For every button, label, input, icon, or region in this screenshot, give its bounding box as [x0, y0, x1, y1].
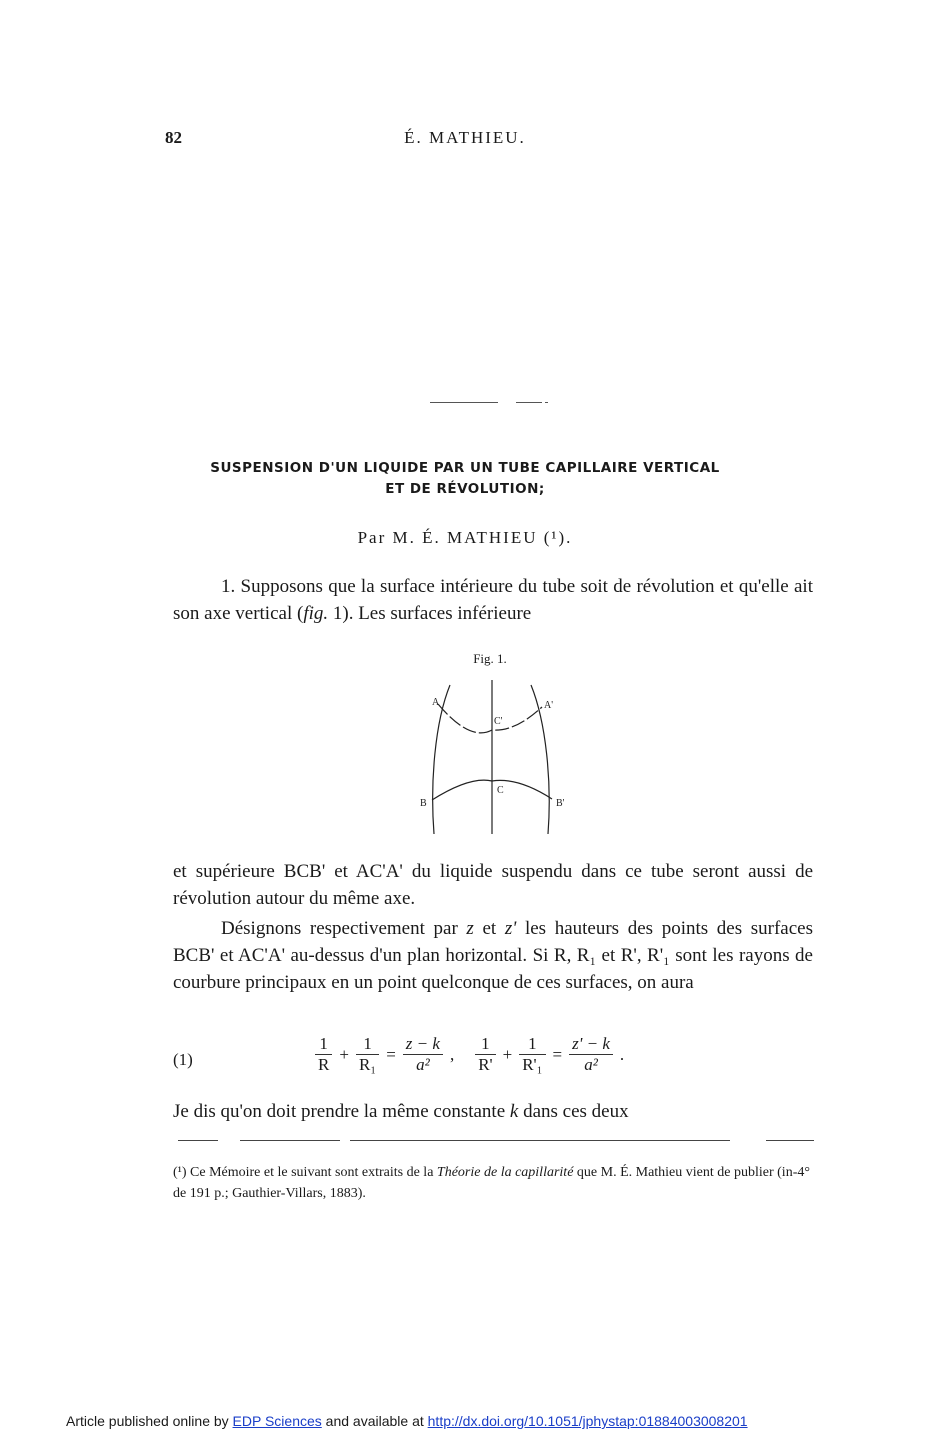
- numerator: z − k: [403, 1034, 443, 1055]
- article-title: [0, 458, 930, 500]
- var-k: k: [509, 1101, 519, 1122]
- publication-credit: [66, 1413, 748, 1429]
- credit-middle: and available at: [321, 1413, 428, 1429]
- paragraph-3: [173, 915, 813, 996]
- byline-footnote-ref: (¹).: [543, 528, 573, 547]
- label-b: B: [420, 798, 427, 809]
- section-divider: [430, 402, 548, 403]
- var-z: z: [466, 918, 474, 939]
- paragraph-1: [173, 573, 813, 627]
- frac-1-over-r1: [356, 1034, 379, 1075]
- paragraph-3-mid: et: [473, 918, 505, 939]
- page-number: 82: [165, 128, 182, 147]
- paragraph-3-end: les hauteurs des points des surfaces BCB' et AC'A' au-dessus d'un plan horizontal. Si R, R₁ et R', R'₁ sont les rayons de courbure principaux en un point quelconque de ces surfaces, on aura: [173, 918, 814, 993]
- frac-1-over-r: [315, 1034, 332, 1075]
- frac-z-minus-k: [403, 1034, 443, 1075]
- footnote-text-start: Ce Mémoire et le suivant sont extraits de la: [186, 1165, 437, 1180]
- fig-reference: fig.: [303, 603, 329, 624]
- doi-link[interactable]: http://dx.doi.org/10.1051/jphystap:01884003008201: [427, 1413, 748, 1429]
- publisher-link[interactable]: EDP Sciences: [232, 1413, 322, 1429]
- var-z-prime: z': [504, 918, 517, 939]
- equals-sign: =: [386, 1044, 396, 1064]
- running-head: É. MATHIEU.: [404, 128, 526, 147]
- numerator: 1: [315, 1034, 332, 1055]
- title-line-1: SUSPENSION D'UN LIQUIDE PAR UN TUBE CAPILLAIRE VERTICAL: [210, 460, 720, 476]
- denominator: a²: [416, 1055, 430, 1074]
- footnote-book-title: Théorie de la capillarité: [436, 1165, 574, 1180]
- paragraph-4: [173, 1098, 813, 1125]
- footnote: [173, 1162, 815, 1204]
- comma: ,: [449, 1044, 455, 1064]
- paragraph-2: et supérieure BCB' et AC'A' du liquide suspendu dans ce tube seront aussi de révolution autour du même axe.: [173, 861, 813, 909]
- byline-author: Par M. É. MATHIEU: [357, 528, 538, 547]
- equation-1: [312, 1034, 628, 1075]
- denominator: R'₁: [522, 1055, 543, 1074]
- paragraph-4-end: dans ces deux: [518, 1101, 629, 1122]
- numerator: z' − k: [569, 1034, 613, 1055]
- period: .: [619, 1044, 625, 1064]
- tube-figure: [410, 672, 580, 842]
- equals-sign: =: [552, 1044, 563, 1064]
- upper-meniscus: [438, 704, 542, 733]
- equation-label: (1): [173, 1050, 193, 1069]
- numerator: 1: [519, 1034, 545, 1055]
- footnote-marker: (¹): [173, 1165, 187, 1180]
- frac-1-over-rp: [475, 1034, 495, 1075]
- numerator: 1: [356, 1034, 379, 1055]
- credit-prefix: Article published online by: [66, 1413, 233, 1429]
- footnote-text-end: que M. É. Mathieu vient de publier (in-4° de 191 p.; Gauthier-Villars, 1883).: [173, 1165, 810, 1201]
- paragraph-3-start: Désignons respectivement par: [221, 918, 467, 939]
- plus-sign: +: [502, 1044, 513, 1064]
- footnote-rule: [178, 1140, 814, 1141]
- denominator: R: [318, 1055, 330, 1074]
- denominator: R': [478, 1055, 493, 1074]
- frac-zp-minus-k: [569, 1034, 613, 1075]
- label-a: A: [432, 697, 440, 708]
- paragraph-4-start: Je dis qu'on doit prendre la même constante: [173, 1101, 510, 1122]
- frac-1-over-rp1: [519, 1034, 545, 1075]
- figure-caption: Fig. 1.: [473, 651, 507, 666]
- title-line-2: ET DE RÉVOLUTION;: [385, 481, 545, 497]
- label-a-prime: A': [544, 700, 554, 711]
- label-c: C: [497, 785, 504, 796]
- label-b-prime: B': [556, 798, 565, 809]
- numerator: 1: [475, 1034, 495, 1055]
- plus-sign: +: [339, 1044, 349, 1064]
- denominator: a²: [584, 1055, 598, 1074]
- denominator: R₁: [358, 1055, 377, 1074]
- byline: [0, 528, 930, 548]
- paragraph-1-text: 1. Supposons que la surface intérieure du tube soit de révolution et qu'elle ait son axe vertical (: [173, 576, 813, 624]
- paragraph-1-text-end: 1). Les surfaces inférieure: [328, 603, 532, 624]
- label-c-prime: C': [494, 716, 503, 727]
